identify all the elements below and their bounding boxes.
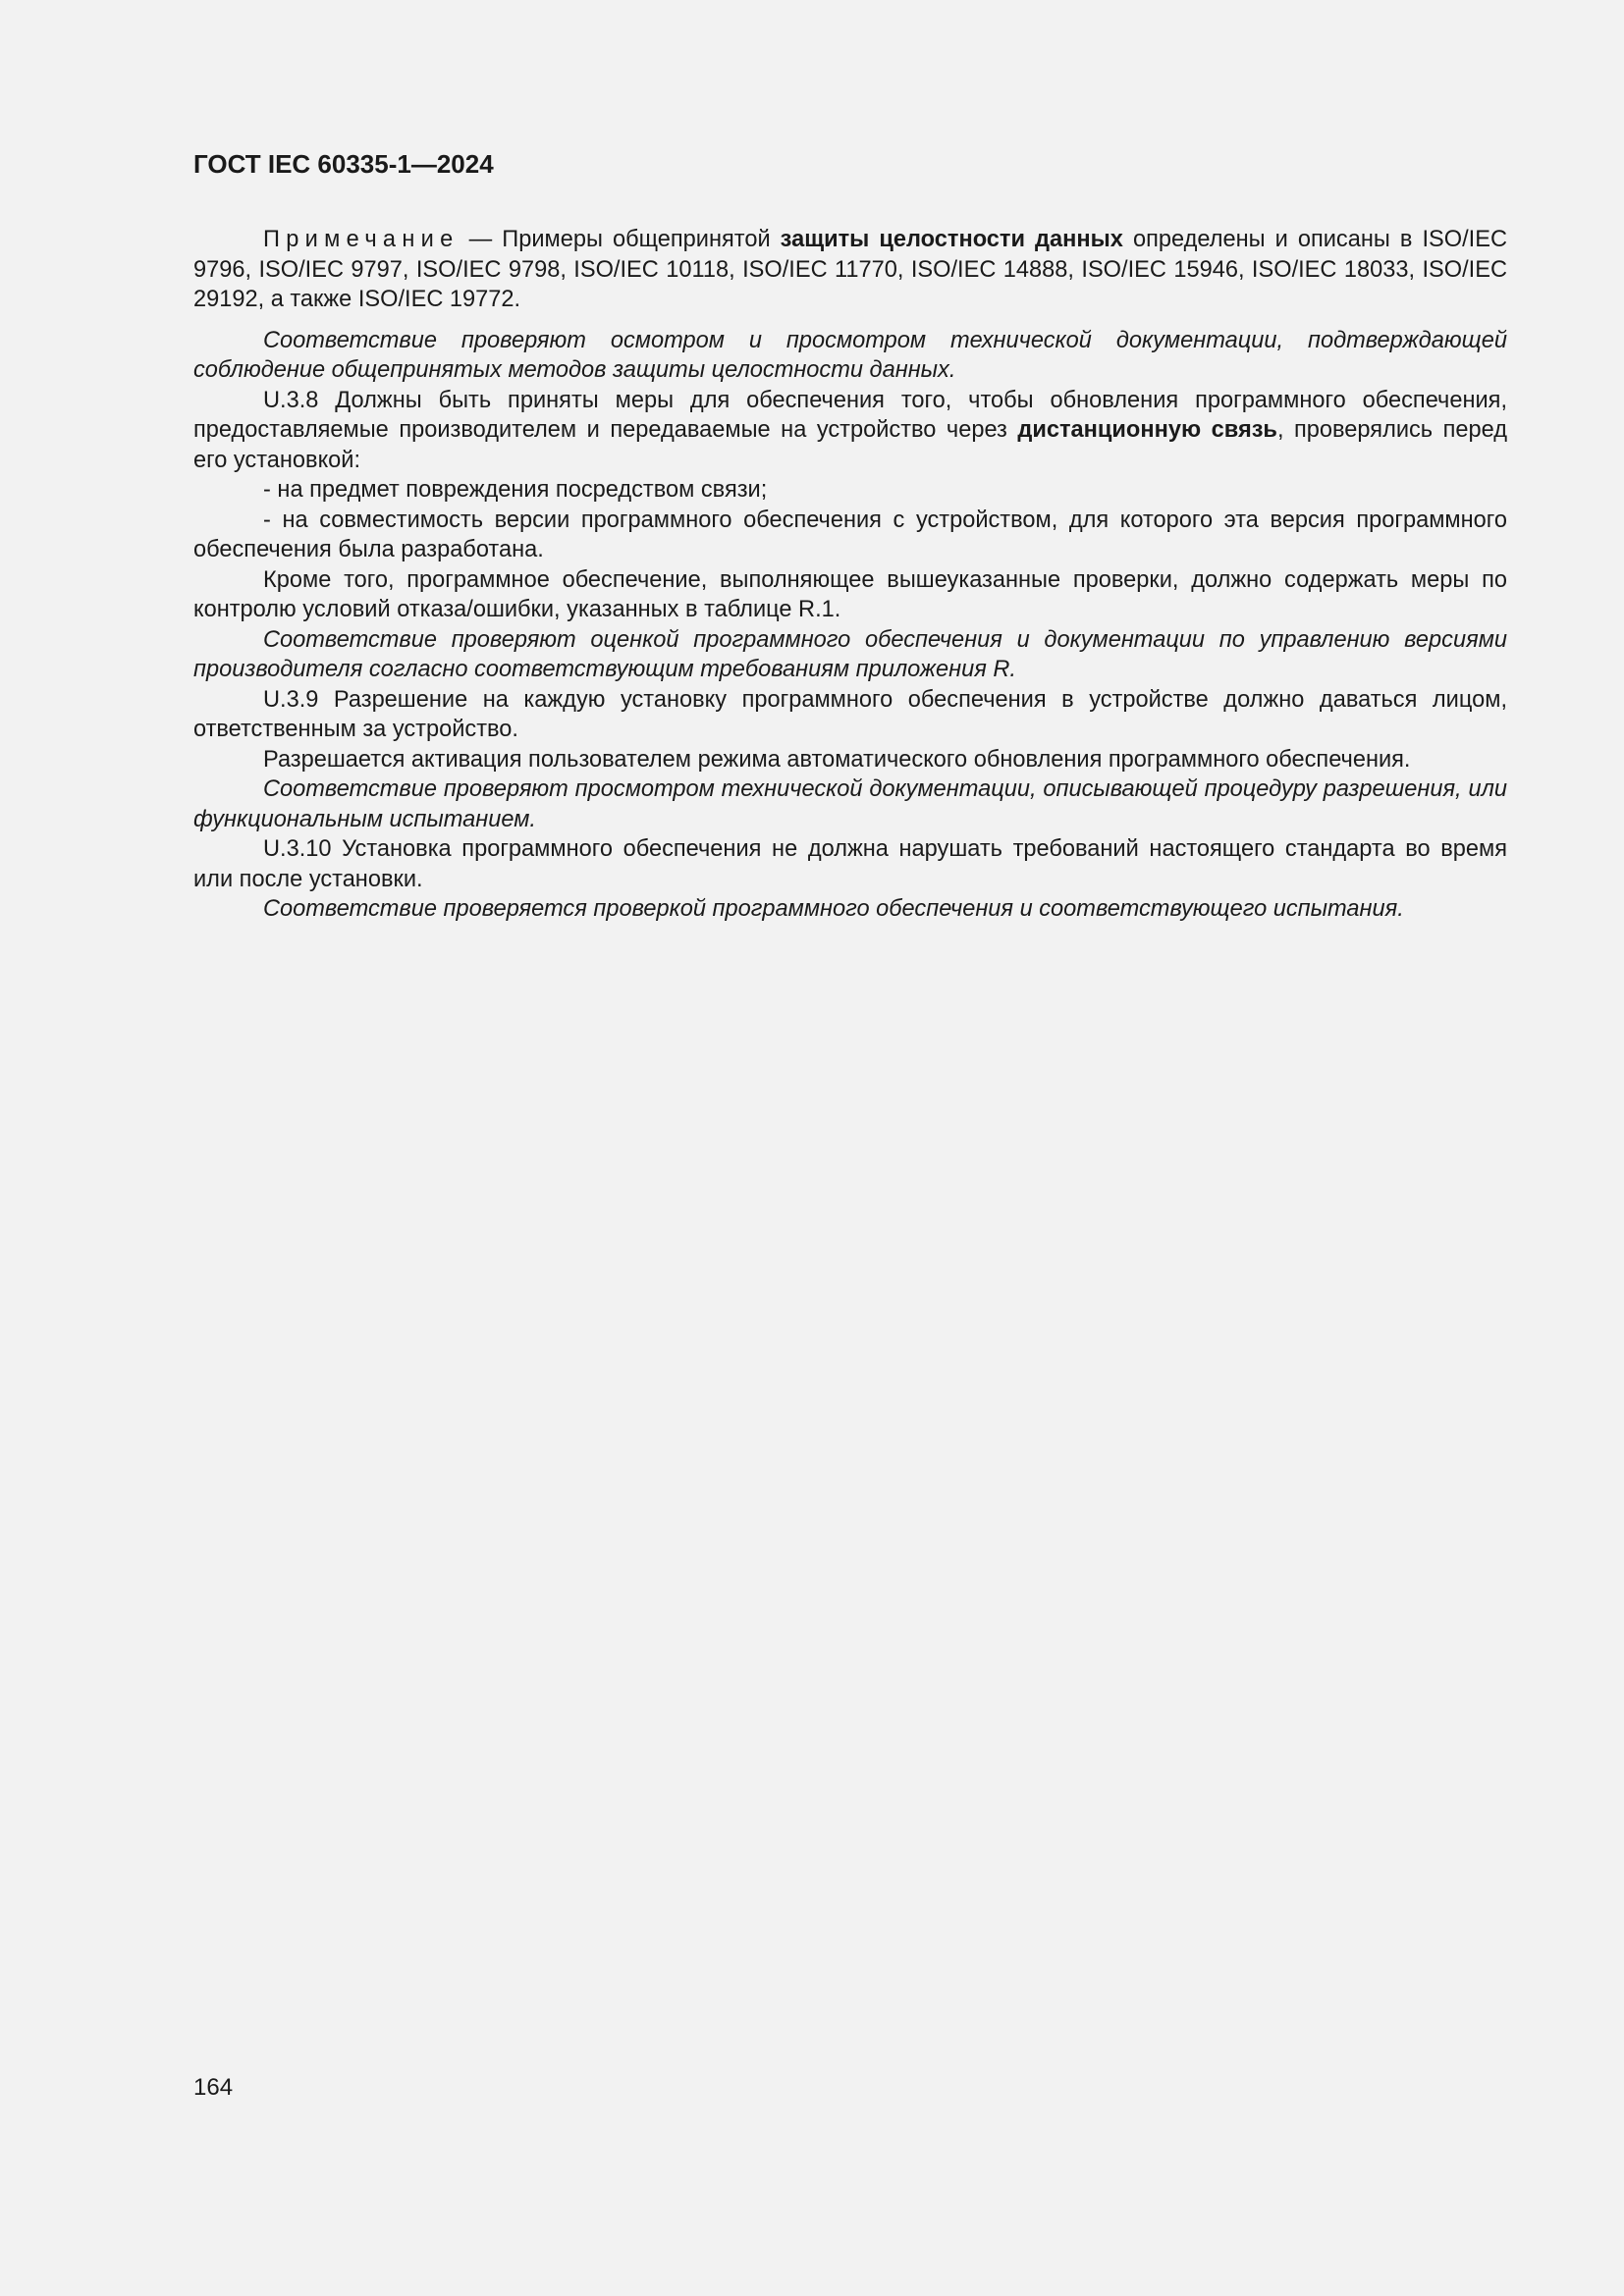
list-item: - на предмет повреждения посредством связи; [263, 477, 768, 503]
clause-text: U.3.8 Должны быть приняты меры для обеспечения того, чтобы обновления программного обеспечения, предоставляемые производителем и передаваемые на устройство через [193, 387, 1507, 443]
note-paragraph [193, 225, 1507, 315]
page-number: 164 [193, 2074, 234, 2101]
clause-u-3-10: U.3.10 Установка программного обеспечения не должна нарушать требований настоящего стандарта во время или после установки. [193, 836, 1507, 892]
paragraph: Разрешается активация пользователем режима автоматического обновления программного обеспечения. [263, 746, 1411, 773]
note-text-rest: определены и описаны в ISO/IEC 9796, ISO/IEC 9797, ISO/IEC 9798, ISO/IEC 10118, ISO/IEC 11770, ISO/IEC 14888, ISO/IEC 15946, ISO/IEC 18033, ISO/IEC 29192, а также ISO/IEC 19772. [193, 227, 1508, 312]
compliance-paragraph: Соответствие проверяют оценкой программного обеспечения и документации по управлению версиями производителя согласно соответствующим требованиям приложения R. [193, 626, 1507, 682]
compliance-paragraph: Соответствие проверяется проверкой программного обеспечения и соответствующего испытания. [263, 896, 1404, 922]
paragraph: Кроме того, программное обеспечение, выполняющее вышеуказанные проверки, должно содержать меры по контролю условий отказа/ошибки, указанных в таблице R.1. [193, 566, 1507, 622]
document-header: ГОСТ IEC 60335-1—2024 [193, 149, 494, 179]
clause-text-rest: , проверялись перед его установкой: [193, 417, 1508, 473]
clause-u-3-8 [193, 386, 1507, 476]
bold-term: дистанционную связь [1017, 417, 1277, 443]
list-item: - на совместимость версии программного обеспечения с устройством, для которого эта версия программного обеспечения была разработана. [193, 507, 1507, 562]
clause-u-3-9: U.3.9 Разрешение на каждую установку программного обеспечения в устройстве должно даваться лицом, ответственным за устройство. [193, 686, 1507, 742]
compliance-paragraph: Соответствие проверяют осмотром и просмотром технической документации, подтверждающей соблюдение общепринятых методов защиты целостности данных. [193, 327, 1507, 383]
compliance-paragraph: Соответствие проверяют просмотром технической документации, описывающей процедуру разрешения, или функциональным испытанием. [193, 776, 1507, 832]
document-body [193, 225, 1507, 925]
note-label: Примечание [263, 227, 460, 252]
note-bold-term: защиты целостности данных [780, 227, 1123, 252]
note-text: — Примеры общепринятой [459, 227, 781, 252]
